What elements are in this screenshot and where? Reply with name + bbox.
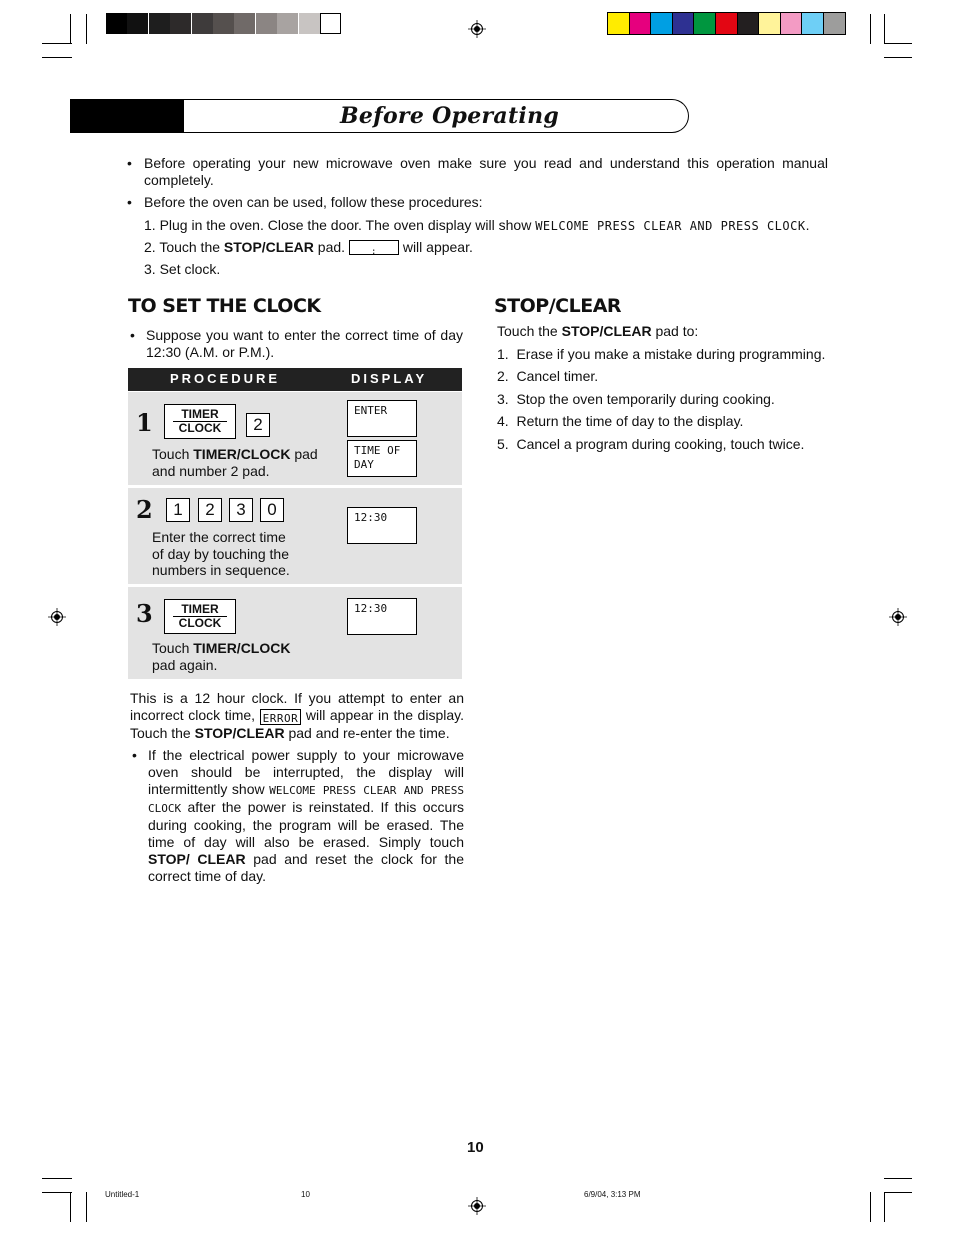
- crop-mark: [884, 1178, 912, 1179]
- clock-heading: TO SET THE CLOCK: [128, 295, 321, 317]
- color-swatch: [716, 13, 737, 34]
- step-number: 2: [136, 495, 153, 524]
- color-swatch: [673, 13, 694, 34]
- clock-step-2: [128, 488, 462, 584]
- power-note-mid: after the power is reinstated. If this occurs during cooking, the program will be erased. The time of day will also be erased. Simply touch: [148, 799, 464, 850]
- number-key-2[interactable]: 2: [198, 498, 222, 522]
- step-3-text-post: pad again.: [152, 656, 218, 673]
- stop-clear-intro-post: pad to:: [655, 323, 699, 339]
- display-screen: [347, 400, 417, 437]
- error-display-text: ERROR: [262, 712, 299, 725]
- clock-bullet: Suppose you want to enter the correct time of day 12:30 (A.M. or P.M.).: [146, 327, 463, 360]
- display-column-label: DISPLAY: [351, 371, 428, 386]
- gray-swatch: [277, 13, 298, 34]
- crop-mark: [884, 1192, 912, 1193]
- clock-step-1: [128, 392, 462, 485]
- display-box: [349, 240, 399, 255]
- step-number: 3: [136, 599, 153, 628]
- number-key-2[interactable]: 2: [246, 413, 270, 437]
- power-note-bold: STOP/ CLEAR: [148, 851, 246, 867]
- gray-swatch: [299, 13, 320, 34]
- clock-note: [130, 690, 464, 742]
- intro-step-2-mid: pad.: [317, 239, 346, 255]
- display-readout: 12:30: [354, 602, 388, 615]
- crop-mark: [884, 1192, 885, 1222]
- step-1-text-post: pad and number 2 pad.: [152, 446, 318, 479]
- list-item: 3. Stop the oven temporarily during cooking.: [497, 391, 775, 407]
- pad-label-bottom: CLOCK: [178, 421, 222, 435]
- crop-mark: [70, 14, 71, 44]
- gray-swatch: [213, 13, 234, 34]
- slug-page: 10: [301, 1190, 310, 1199]
- pad-label-top: TIMER: [181, 602, 219, 616]
- power-note: [148, 747, 464, 885]
- color-swatch: [759, 13, 780, 34]
- step-2-text: Enter the correct time of day by touching the numbers in sequence.: [152, 529, 290, 578]
- color-swatch: [694, 13, 715, 34]
- clock-note-bold: STOP/CLEAR: [194, 725, 285, 741]
- intro-step-1-end: .: [805, 217, 810, 233]
- gray-swatch: [234, 13, 255, 34]
- power-display-text: WELCOME PRESS CLEAR AND PRESS CLOCK: [148, 784, 464, 815]
- intro-step-2: [144, 239, 473, 256]
- registration-mark-icon: [48, 608, 66, 626]
- intro-step-2-text: 2. Touch the: [144, 239, 221, 255]
- intro-bullet-1: Before operating your new microwave oven make sure you read and understand this operation manual completely.: [144, 155, 828, 188]
- registration-mark-icon: [468, 20, 486, 38]
- registration-mark-icon: [468, 1197, 486, 1215]
- display-box: [260, 709, 302, 725]
- gray-swatch: [320, 13, 341, 34]
- pad-label-bottom: CLOCK: [178, 616, 222, 630]
- bullet-dot: •: [132, 747, 137, 763]
- color-swatch: [781, 13, 802, 34]
- step-1-text: [152, 446, 332, 479]
- number-key-1[interactable]: 1: [166, 498, 190, 522]
- clock-note-pre: This is a 12 hour clock. If you attempt to enter an incorrect clock time,: [130, 690, 464, 723]
- timer-clock-pad[interactable]: [164, 599, 236, 634]
- crop-mark: [42, 43, 72, 44]
- display-screen: [347, 598, 417, 635]
- list-item: 1. Erase if you make a mistake during programming.: [497, 346, 826, 362]
- color-swatch: [608, 13, 629, 34]
- slug-date: 6/9/04, 3:13 PM: [584, 1190, 641, 1199]
- gray-swatch: [192, 13, 213, 34]
- pad-label-top: TIMER: [181, 407, 219, 421]
- power-note-post: pad and reset the clock for the correct time of day.: [148, 851, 465, 884]
- step-1-text-pre: Touch: [152, 446, 190, 462]
- stop-clear-intro-pre: Touch the: [497, 323, 558, 339]
- bullet-dot: •: [130, 327, 135, 343]
- slug-file: Untitled-1: [105, 1190, 140, 1199]
- display-readout: TIME OF DAY: [354, 444, 401, 471]
- crop-mark: [884, 57, 912, 58]
- procedure-table-header: [128, 368, 462, 391]
- crop-mark: [42, 1178, 72, 1179]
- number-key-0[interactable]: 0: [260, 498, 284, 522]
- timer-clock-pad[interactable]: [164, 404, 236, 439]
- bullet-dot: •: [127, 194, 132, 210]
- crop-mark: [884, 43, 912, 44]
- procedure-column-label: PROCEDURE: [170, 371, 281, 386]
- display-colon: :: [370, 247, 377, 257]
- color-swatch: [824, 13, 845, 34]
- display-readout: 12:30: [354, 511, 388, 524]
- stop-clear-label: STOP/CLEAR: [223, 239, 314, 255]
- color-swatch: [802, 13, 823, 34]
- stop-clear-intro-bold: STOP/CLEAR: [561, 323, 652, 339]
- stop-clear-heading: STOP/CLEAR: [494, 295, 622, 317]
- clock-note-mid: will appear in the display. Touch the: [130, 707, 464, 741]
- gray-swatch: [256, 13, 277, 34]
- gray-swatch: [127, 13, 148, 34]
- step-1-text-bold: TIMER/CLOCK: [193, 446, 291, 462]
- intro-bullet-2: Before the oven can be used, follow these procedures:: [144, 194, 483, 210]
- stop-clear-intro: [497, 323, 698, 340]
- number-key-3[interactable]: 3: [229, 498, 253, 522]
- intro-step-3: 3. Set clock.: [144, 261, 221, 277]
- step-3-text-bold: TIMER/CLOCK: [193, 640, 291, 656]
- crop-mark: [870, 1192, 871, 1222]
- crop-mark: [70, 1192, 71, 1222]
- display-screen: [347, 507, 417, 544]
- list-item: 5. Cancel a program during cooking, touch twice.: [497, 436, 805, 452]
- gray-swatch: [170, 13, 191, 34]
- crop-mark: [42, 57, 72, 58]
- list-item: 4. Return the time of day to the display.: [497, 413, 744, 429]
- banner-black-tab: [70, 99, 185, 133]
- color-swatch: [630, 13, 651, 34]
- page-title: Before Operating: [340, 103, 560, 129]
- clock-note-post: pad and re-enter the time.: [288, 725, 450, 741]
- registration-mark-icon: [889, 608, 907, 626]
- gray-swatch: [106, 13, 127, 34]
- intro-step-1-text: 1. Plug in the oven. Close the door. The oven display will show: [144, 217, 532, 233]
- color-swatch: [651, 13, 672, 34]
- step-3-text-pre: Touch: [152, 640, 190, 656]
- intro-step-2-end: will appear.: [402, 239, 473, 255]
- gray-swatch: [149, 13, 170, 34]
- display-text: WELCOME PRESS CLEAR AND PRESS CLOCK: [535, 219, 806, 233]
- power-note-pre: If the electrical power supply to your microwave oven should be interrupted, the display will intermittently show: [148, 747, 464, 797]
- display-readout: ENTER: [354, 404, 388, 417]
- page-number: 10: [467, 1139, 484, 1156]
- bullet-dot: •: [127, 155, 132, 171]
- crop-mark: [86, 14, 87, 44]
- step-number: 1: [136, 408, 153, 437]
- crop-mark: [42, 1192, 72, 1193]
- crop-mark: [884, 14, 885, 44]
- display-screen: [347, 440, 417, 477]
- intro-step-1: [144, 217, 809, 235]
- crop-mark: [86, 1192, 87, 1222]
- step-3-text: [152, 640, 302, 673]
- color-swatch: [738, 13, 759, 34]
- clock-step-3: [128, 587, 462, 679]
- list-item: 2. Cancel timer.: [497, 368, 599, 384]
- crop-mark: [870, 14, 871, 44]
